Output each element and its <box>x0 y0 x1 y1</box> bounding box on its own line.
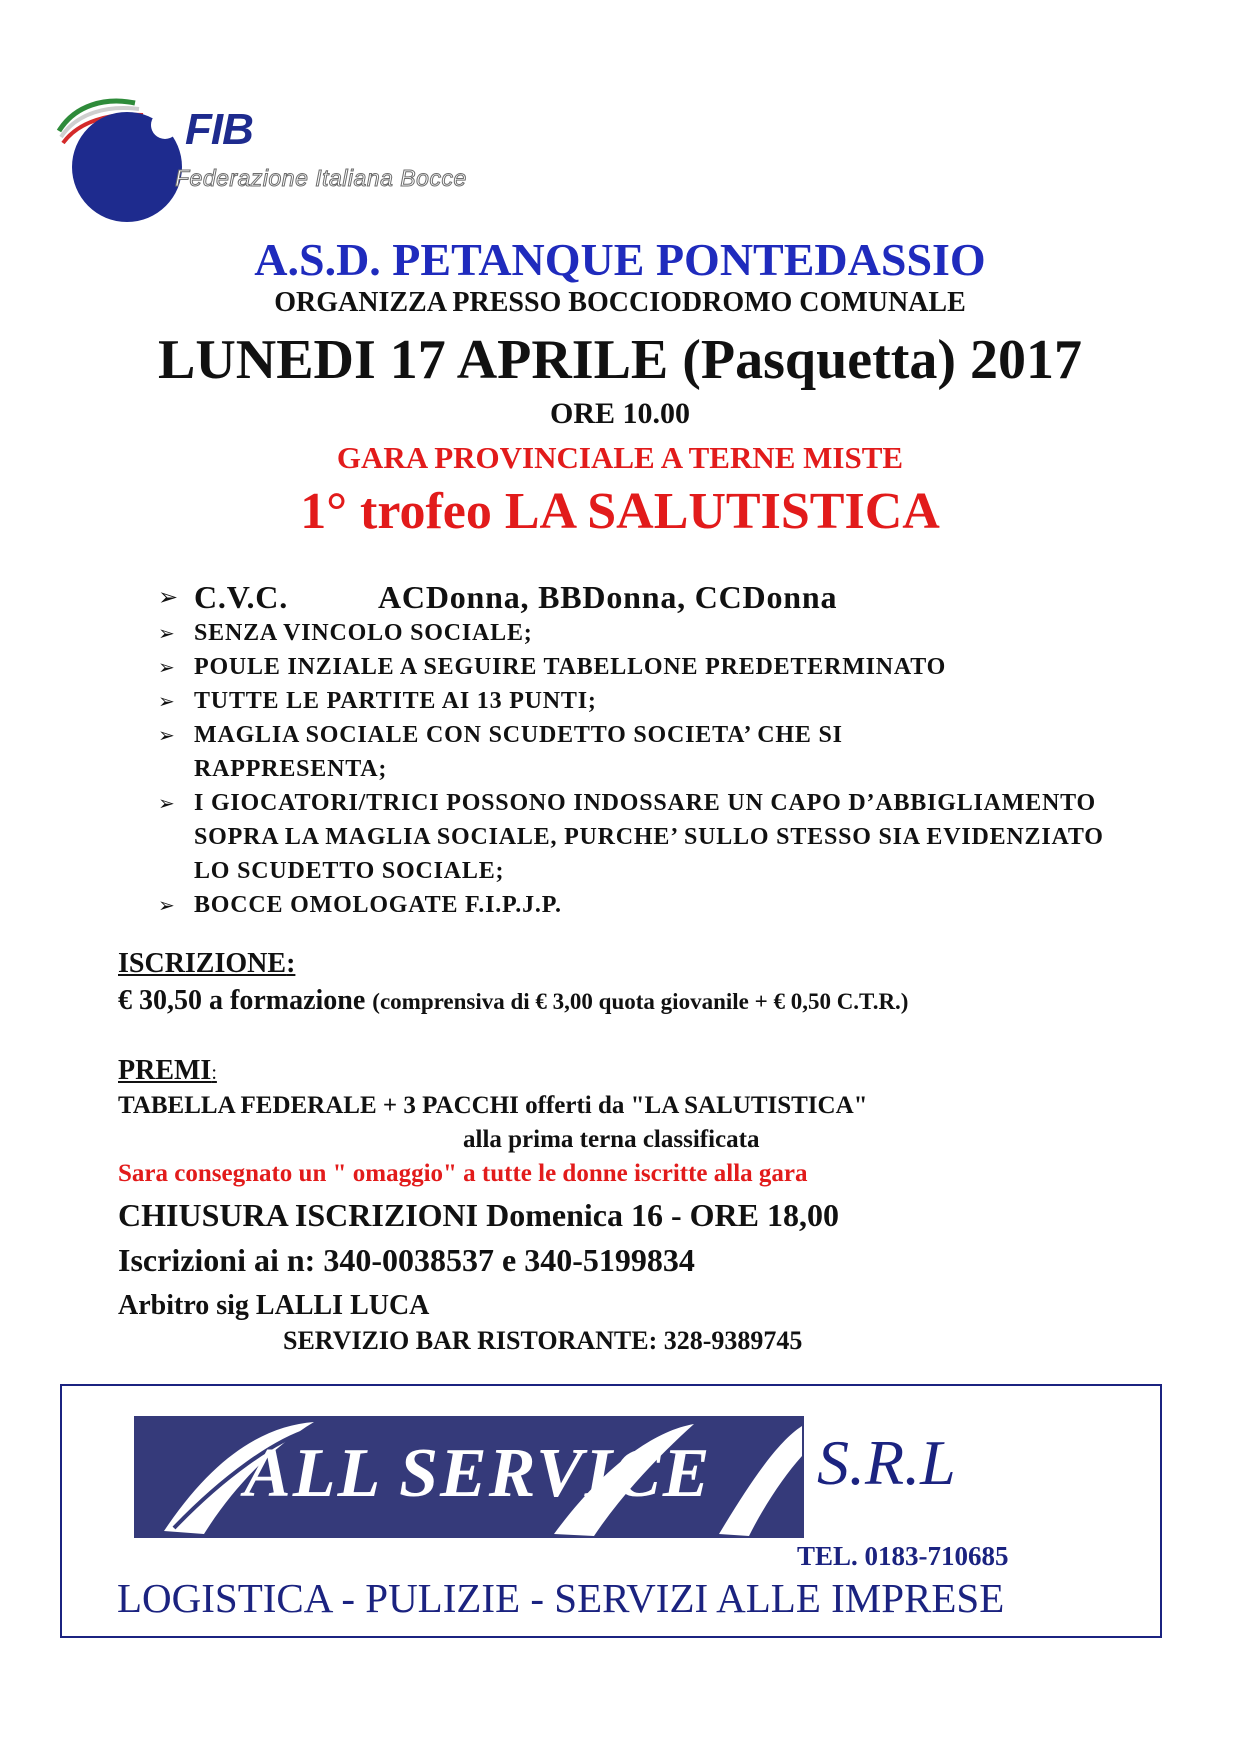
premi-line-2: alla prima terna classificata <box>463 1126 760 1153</box>
arrow-bullet-icon: ➢ <box>158 689 176 713</box>
iscrizione-fee <box>118 985 908 1017</box>
fee-amount: € 30,50 a formazione <box>118 985 366 1016</box>
competition-name: GARA PROVINCIALE A TERNE MISTE <box>336 440 904 475</box>
arrow-bullet-icon: ➢ <box>158 583 179 611</box>
bar-service: SERVIZIO BAR RISTORANTE: 328-9389745 <box>283 1326 803 1355</box>
sponsor-srl: S.R.L <box>817 1427 956 1498</box>
event-date: LUNEDI 17 APRILE (Pasquetta) 2017 <box>157 329 1083 391</box>
premi-heading: PREMI: <box>118 1055 217 1086</box>
arrow-bullet-icon: ➢ <box>158 791 176 815</box>
event-time: ORE 10.00 <box>549 397 690 430</box>
cvc-label: C.V.C. <box>194 579 289 615</box>
rule-item: ➢ TUTTE LE PARTITE AI 13 PUNTI; <box>150 684 1130 718</box>
fib-logo-icon <box>55 95 185 225</box>
phone-numbers: Iscrizioni ai n: 340-0038537 e 340-5199834 <box>118 1242 695 1278</box>
rule-cvc <box>150 576 1130 618</box>
allservice-text: ALL SERVICE <box>244 1435 712 1512</box>
fib-abbr: FIB <box>185 105 253 154</box>
cvc-value: ACDonna, BBDonna, CCDonna <box>378 579 838 615</box>
fib-name: Federazione Italiana Bocce <box>175 165 467 191</box>
arrow-bullet-icon: ➢ <box>158 621 176 645</box>
closing-date: CHIUSURA ISCRIZIONI Domenica 16 - ORE 18,00 <box>118 1197 839 1233</box>
referee: Arbitro sig LALLI LUCA <box>118 1290 430 1321</box>
rule-item: ➢ MAGLIA SOCIALE CON SCUDETTO SOCIETA’ CHE SI RAPPRESENTA; <box>150 718 994 786</box>
arrow-bullet-icon: ➢ <box>158 723 176 747</box>
trophy-title: 1° trofeo LA SALUTISTICA <box>300 483 940 540</box>
sponsor-tagline: LOGISTICA - PULIZIE - SERVIZI ALLE IMPRESE <box>117 1575 1005 1621</box>
premi-line-1: TABELLA FEDERALE + 3 PACCHI offerti da "LA SALUTISTICA" <box>118 1092 868 1119</box>
club-title: A.S.D. PETANQUE PONTEDASSIO <box>254 234 986 285</box>
iscrizione-heading: ISCRIZIONE: <box>118 948 296 979</box>
rules-list <box>150 576 1130 922</box>
arrow-bullet-icon: ➢ <box>158 893 176 917</box>
rule-item: ➢ BOCCE OMOLOGATE F.I.P.J.P. <box>150 888 1130 922</box>
organizer-line: ORGANIZZA PRESSO BOCCIODROMO COMUNALE <box>274 287 966 318</box>
fee-note: (comprensiva di € 3,00 quota giovanile + € 0,50 C.T.R.) <box>372 989 909 1014</box>
gift-note: Sara consegnato un " omaggio" a tutte le donne iscritte alla gara <box>118 1160 808 1187</box>
sponsor-box <box>60 1384 1162 1638</box>
rule-item: ➢ POULE INZIALE A SEGUIRE TABELLONE PREDETERMINATO <box>150 650 1130 684</box>
fib-logo <box>55 95 535 225</box>
allservice-logo <box>134 1416 804 1538</box>
sponsor-tel: TEL. 0183-710685 <box>797 1541 1009 1571</box>
arrow-bullet-icon: ➢ <box>158 655 176 679</box>
rule-item: ➢ SENZA VINCOLO SOCIALE; <box>150 616 1130 650</box>
rule-item: ➢ I GIOCATORI/TRICI POSSONO INDOSSARE UN CAPO D’ABBIGLIAMENTO SOPRA LA MAGLIA SOCIALE, PURCHE’ SULLO STESSO SIA EVIDENZIATO LO SCUDETTO SOCIALE; <box>150 786 1129 888</box>
